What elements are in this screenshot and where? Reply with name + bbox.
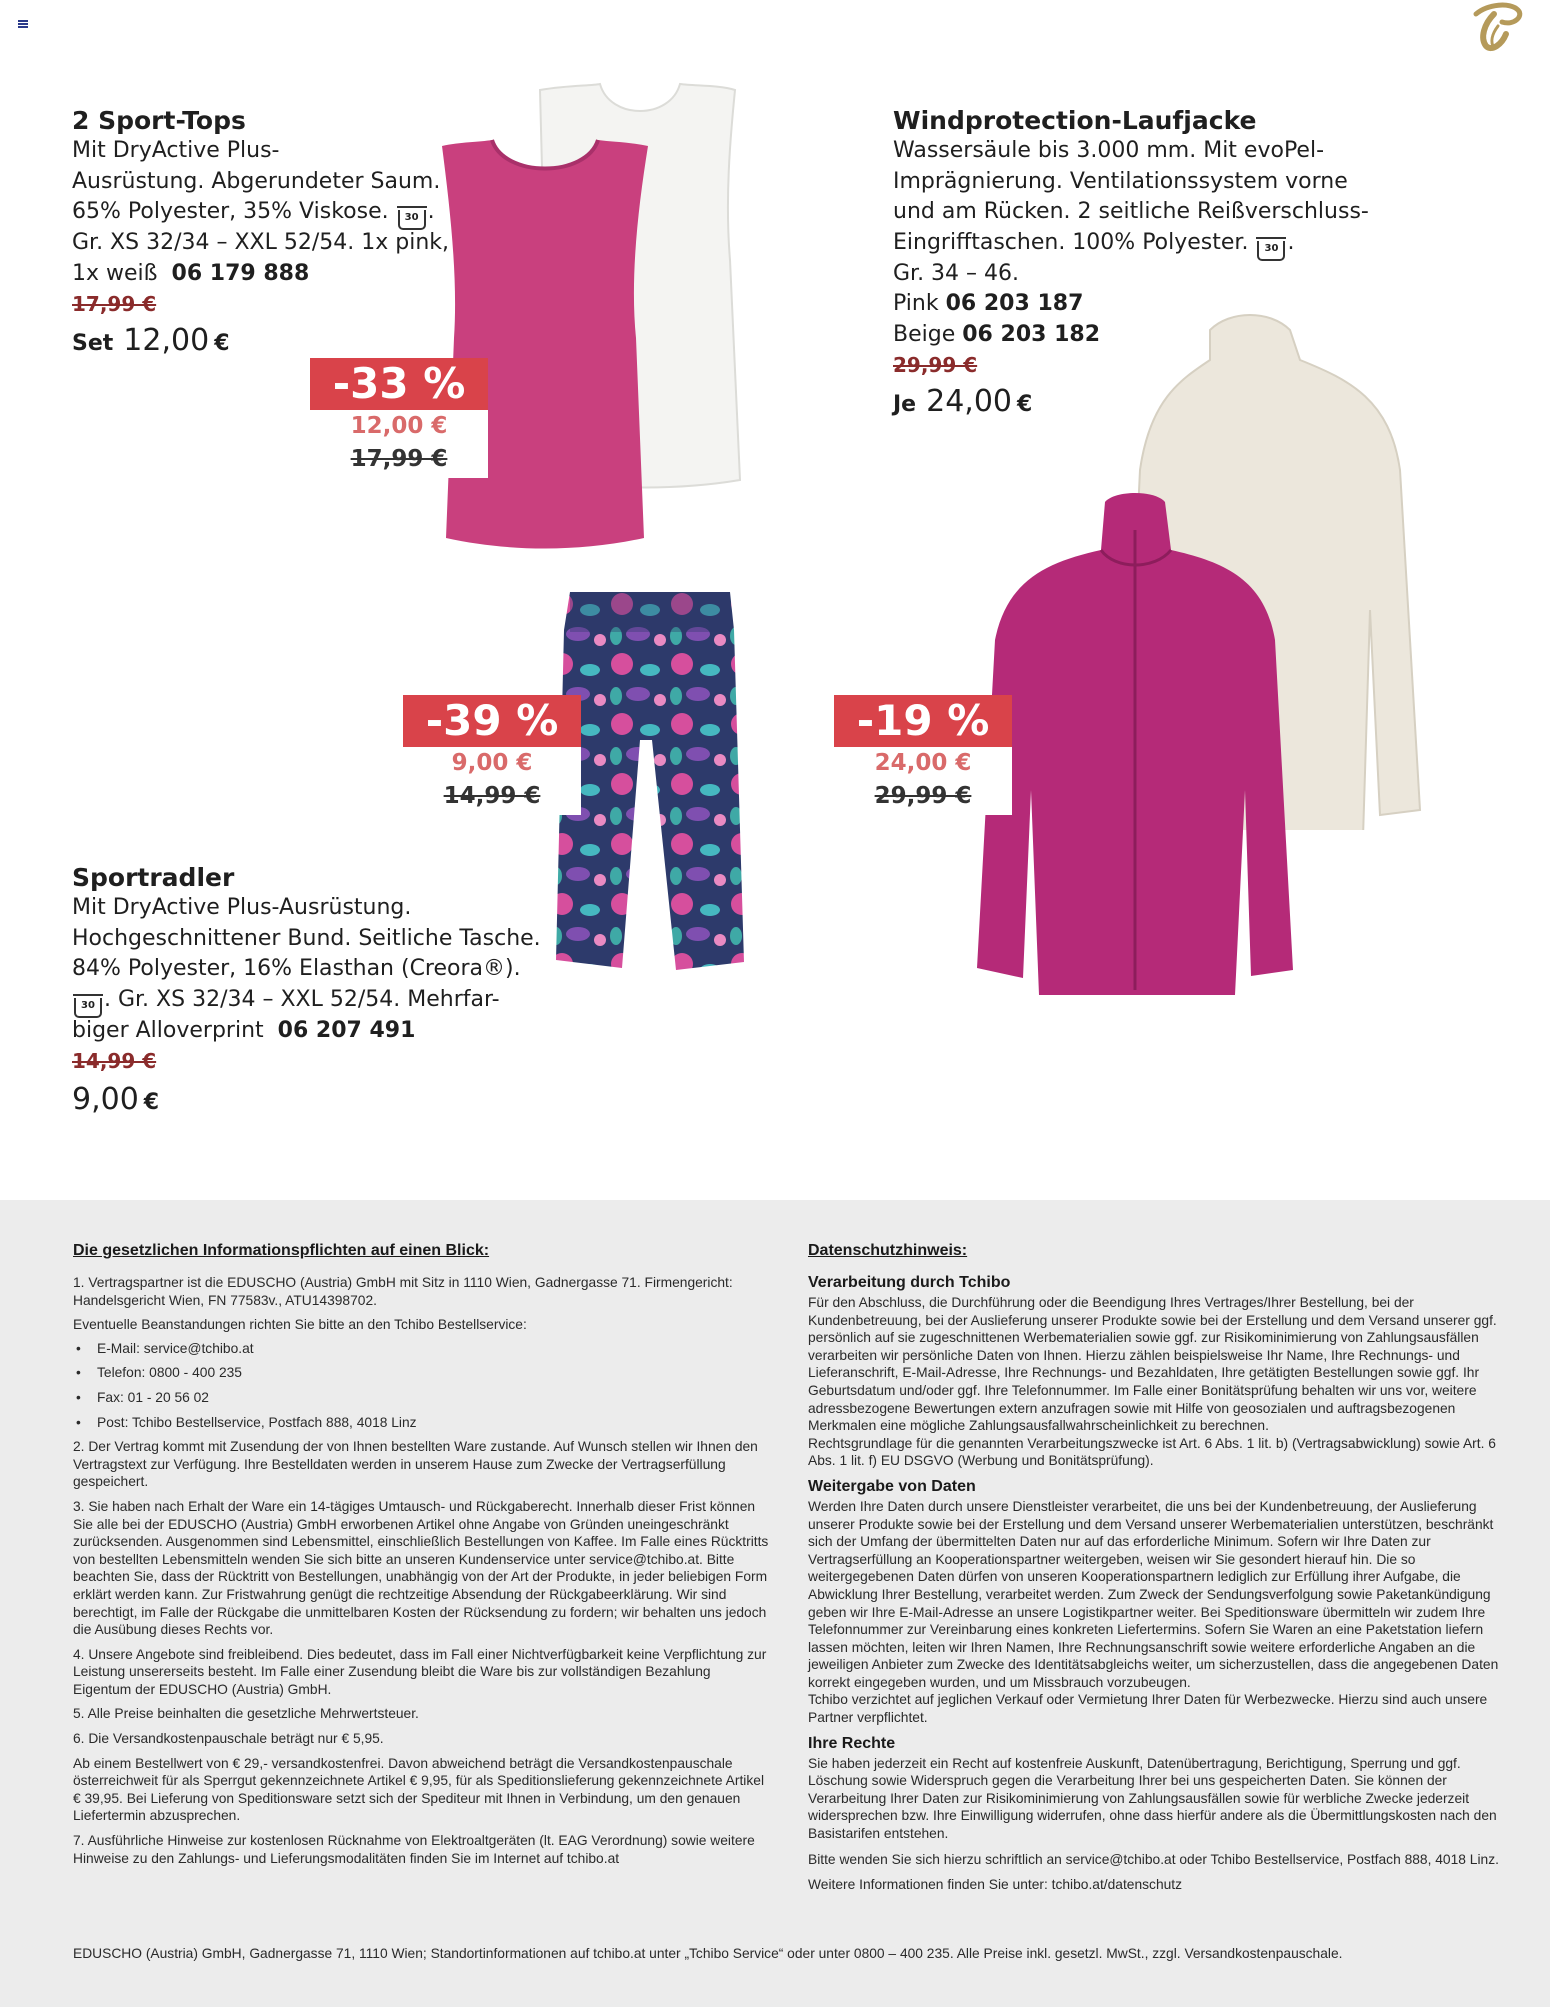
privacy-paragraph: Sie haben jederzeit ein Recht auf kostenfreie Auskunft, Datenübertragung, Berichtigung, Sperrung und ggf. Löschung sowie Widerspruch gegen die Verarbeitung Ihrer bei uns gespeicherten Daten. Sie können der Verarbeitung Ihrer Daten zur Risikominimierung von Zahlungsausfällen sowie für werbliche Zwecke jederzeit widersprechen bzw. Ihre Einwilligung widerrufen, ohne dass hierfür andere als die Übermittlungskosten nach den Basistarifen entstehen. — [808, 1755, 1497, 1842]
contact-fax: • Fax: 01 - 20 56 02 — [73, 1389, 770, 1407]
product-desc-line: Gr. 34 – 46. — [893, 260, 1020, 286]
wash-30-icon: 30 — [74, 998, 102, 1018]
tchibo-logo-icon[interactable] — [1466, 0, 1526, 56]
badge-new-price: 12,00 € — [350, 413, 448, 439]
legal-paragraph: 1. Vertragspartner ist die EDUSCHO (Austria) GmbH mit Sitz in 1110 Wien, Gadnergasse 71. Firmengericht: Handelsgericht Wien, FN 77583v., ATU14398702. — [73, 1275, 733, 1308]
discount-badge — [834, 695, 1012, 815]
legal-paragraph: 3. Sie haben nach Erhalt der Ware ein 14-tägiges Umtausch- und Rückgaberecht. Innerhalb dieser Frist können Sie alle bei der EDUSCHO (Austria) GmbH erworbenen Artikel ohne Angabe von Gründen uneingeschränkt zurücksenden. Ausgenommen sind Lebensmittel, einschließlich Bestellungen von Kaffee. Im Falle eines Rücktritts von bestellten Lebensmitteln wenden Sie sich bitte an unseren Kundenservice unter service@tchibo.at. Bitte beachten Sie, dass der Rücktritt von Bestellungen, unabhängig von der Art der Produkte, in jeder beliebigen Form erklärt werden kann. Zur Fristwahrung genügt die rechtzeitige Absendung der Rückgabeerklärung. Wir sind berechtigt, im Falle der Rückgabe die unmittelbaren Kosten der Rücksendung zu fordern; wir behalten uns jedoch die Ausübung dieses Rechts vor. — [73, 1498, 769, 1638]
product-desc-line: . Gr. XS 32/34 – XXL 52/54. Mehrfar- — [104, 986, 500, 1012]
product-desc-line: Wassersäule bis 3.000 mm. Mit evoPel- — [893, 138, 1325, 163]
jacket-info: Windprotection-Laufjacke Wassersäule bis 3.000 mm. Mit evoPel- Imprägnierung. Ventilationssystem vorne und am Rücken. 2 seitliche Reißverschluss- Eingrifftaschen. 100% Polyester. 30 . Gr. 34 – 46. Pink 06 203 187 Beige 06 203 182 29,99 € Je 24,00 € — [893, 105, 1369, 425]
product-title: Sportradler — [72, 863, 235, 892]
discount-percent: -39 % — [403, 695, 581, 747]
product-desc-line: Eingrifftaschen. 100% Polyester. — [893, 229, 1249, 255]
old-price: 17,99 € — [72, 292, 157, 316]
product-desc-line: 65% Polyester, 35% Viskose. — [72, 199, 389, 224]
contact-email[interactable]: • E-Mail: service@tchibo.at — [73, 1340, 770, 1358]
legal-footer — [0, 1200, 1550, 2007]
old-price: 29,99 € — [893, 353, 978, 377]
legal-paragraph: 5. Alle Preise beinhalten die gesetzliche Mehrwertsteuer. — [73, 1706, 419, 1722]
badge-old-price: 14,99 € — [443, 783, 541, 809]
product-desc-line: 84% Polyester, 16% Elasthan (Creora®). — [72, 956, 521, 981]
wash-30-icon: 30 — [1257, 241, 1285, 261]
legal-paragraph: 7. Ausführliche Hinweise zur kostenlosen Rücknahme von Elektroaltgeräten (lt. EAG Verordnung) sowie weitere Hinweise zu den Zahlungs- und Lieferungsmodalitäten finden Sie im Internet auf tchibo.at — [73, 1833, 755, 1866]
product-desc-line: Hochgeschnittener Bund. Seitliche Tasche. — [72, 925, 541, 951]
product-desc-line: Gr. XS 32/34 – XXL 52/54. 1x pink, — [72, 230, 450, 255]
article-number: 06 207 491 — [277, 1017, 416, 1043]
legal-paragraph: 4. Unsere Angebote sind freibleibend. Dies bedeutet, dass im Fall einer Nichtverfügbarkeit keine Verpflichtung zur Leistung unsererseits besteht. Im Falle einer Zusendung bleibt die Ware bis zur vollständigen Bezahlung Eigentum der EDUSCHO (Austria) GmbH. — [73, 1646, 767, 1697]
product-desc-line: 1x weiß — [72, 260, 158, 286]
price — [72, 1080, 541, 1123]
privacy-paragraph: Für den Abschluss, die Durchführung oder die Beendigung Ihres Vertrages/Ihrer Bestellung, bei der Kundenbetreuung, bei der Auslieferung unserer Produkte sowie bei der Erstellung und dem Versand unserer ggf. persönlich auf sie zugeschnittenen Werbematerialien sowie ggf. zur Risikominimierung von Zahlungsausfällen verarbeiten wir persönliche Daten von Ihnen. Hierzu zählen beispielsweise Ihr Name, Ihre Rechnungs- und Lieferanschrift, E-Mail-Adresse, Ihre Rechnungs- und Bezahldaten, Ihre getätigten Bestellungen sowie ggf. Ihr Geburtsdatum und/oder ggf. Ihre Telefonnummer. Im Falle einer Bonitätsprüfung behalten wir uns vor, weitere adressbezogene Bewertungen extern anzufragen sowie mit Hilfe von geosozialen und auftragsbezogenen Merkmalen eine mögliche Zahlungsausfallwahrscheinlichkeit zu berechnen. — [808, 1295, 1497, 1434]
sportradler-info — [72, 862, 541, 1123]
variant-label: Beige — [893, 321, 956, 347]
badge-new-price: 24,00 € — [874, 750, 972, 776]
price-currency: € — [143, 1090, 160, 1115]
menu-icon[interactable] — [18, 20, 28, 28]
sport-tops-info: 2 Sport-Tops Mit DryActive Plus- Ausrüstung. Abgerundeter Saum. 65% Polyester, 35% Viskose. 30 . Gr. XS 32/34 – XXL 52/54. 1x pink, 1x weiß 06 179 888 17,99 € Set 12,00 € — [72, 105, 449, 364]
discount-percent: -33 % — [310, 358, 488, 410]
contact-post: • Post: Tchibo Bestellservice, Postfach 888, 4018 Linz — [73, 1414, 770, 1432]
privacy-subheading: Ihre Rechte — [808, 1734, 896, 1752]
article-number: 06 203 182 — [962, 321, 1101, 347]
price-currency: € — [214, 331, 230, 356]
product-title: 2 Sport-Tops — [72, 106, 246, 135]
price-currency: € — [1017, 392, 1033, 417]
privacy-paragraph: Rechtsgrundlage für die genannten Verarbeitungszwecke ist Art. 6 Abs. 1 lit. b) (Vertragsabwicklung) sowie Art. 6 Abs. 1 lit. f) EU DSGVO (Werbung und Bonitätsprüfung). — [808, 1435, 1496, 1469]
privacy-paragraph: Tchibo verzichtet auf jeglichen Verkauf oder Vermietung Ihrer Daten für Werbezwecke. Hierzu sind auch unsere Partner verpflichtet. — [808, 1692, 1488, 1726]
badge-old-price: 17,99 € — [350, 446, 448, 472]
badge-old-price: 29,99 € — [874, 783, 972, 809]
legal-column — [73, 1242, 770, 1867]
contact-phone: • Telefon: 0800 - 400 235 — [73, 1364, 770, 1382]
legal-paragraph: 6. Die Versandkostenpauschale beträgt nur € 5,95. — [73, 1731, 384, 1747]
price-prefix: Set — [72, 331, 114, 356]
article-number: 06 179 888 — [171, 260, 310, 286]
variant-label: Pink — [893, 291, 939, 316]
price-value: 12,00 — [123, 323, 210, 358]
privacy-column — [808, 1242, 1505, 1894]
price-value: 9,00 — [72, 1082, 139, 1117]
legal-paragraph: 2. Der Vertrag kommt mit Zusendung der von Ihnen bestellten Ware zustande. Auf Wunsch stellen wir Ihnen den Vertragstext zur Verfügung. Ihre Bestelldaten werden in unserem Hause zum Zwecke der Vertragserfüllung gespeichert. — [73, 1439, 758, 1490]
wash-30-icon: 30 — [398, 210, 426, 230]
discount-badge — [310, 358, 488, 478]
price-prefix: Je — [893, 392, 917, 417]
article-number: 06 203 187 — [945, 291, 1084, 316]
product-title: Windprotection-Laufjacke — [893, 106, 1257, 135]
pink-tank-top-image — [430, 138, 660, 553]
product-desc-line: biger Alloverprint — [72, 1017, 264, 1043]
privacy-more-link[interactable]: Weitere Informationen finden Sie unter: tchibo.at/datenschutz — [808, 1877, 1183, 1893]
legal-paragraph: Ab einem Bestellwert von € 29,- versandkostenfrei. Davon abweichend beträgt die Versandkostenpauschale österreichweit für als Sperrgut gekennzeichnete Artikel € 9,95, für als Speditionslieferung gekennzeichnete Artikel € 39,95. Bei Lieferung von Speditionsware setzt sich der Spediteur mit Ihnen in Verbindung, um den genauen Liefertermin abzusprechen. — [73, 1755, 765, 1824]
old-price: 14,99 € — [72, 1049, 157, 1073]
badge-new-price: 9,00 € — [451, 750, 533, 776]
product-desc-line: Imprägnierung. Ventilationssystem vorne — [893, 168, 1348, 194]
discount-badge — [403, 695, 581, 815]
footer-line: EDUSCHO (Austria) GmbH, Gadnergasse 71, 1110 Wien; Standortinformationen auf tchibo.at unter „Tchibo Service“ oder unter 0800 – 400 235. Alle Preise inkl. gesetzl. MwSt., zzgl. Versandkostenpauschale. — [73, 1946, 1343, 1961]
privacy-subheading: Weitergabe von Daten — [808, 1477, 976, 1495]
privacy-contact: Bitte wenden Sie sich hierzu schriftlich an service@tchibo.at oder Tchibo Bestellservice, Postfach 888, 4018 Linz. — [808, 1851, 1499, 1867]
product-desc-line: und am Rücken. 2 seitliche Reißverschluss- — [893, 199, 1369, 224]
price-value: 24,00 — [926, 384, 1012, 419]
privacy-heading: Datenschutzhinweis: — [808, 1242, 968, 1259]
product-desc-line: Mit DryActive Plus- — [72, 138, 280, 163]
privacy-subheading: Verarbeitung durch Tchibo — [808, 1274, 1011, 1291]
product-desc-line: Mit DryActive Plus-Ausrüstung. — [72, 895, 412, 920]
privacy-paragraph: Werden Ihre Daten durch unsere Dienstleister verarbeitet, die uns bei der Kundenbetreuung, der Auslieferung unserer Produkte sowie bei der Erstellung und dem Versand unserer Werbematerialien unterstützen, beschränkt sich der Umfang der übermittelten Daten nur auf das erforderliche Minimum. Sofern wir Ihre Daten zur Vertragserfüllung an Kooperationspartner weitergeben, weisen wir Sie gesondert hierauf hin. Die so weitergegebenen Daten dürfen von unseren Kooperationspartnern lediglich zur Erfüllung ihrer Aufgabe, die Abwicklung Ihrer Bestellung, verarbeitet werden. Zum Zweck der Sendungsverfolgung sowie Paketankündigung geben wir Ihre E-Mail-Adresse an unsere Logistikpartner weiter. Bei Speditionsware übermitteln wir zudem Ihre Telefonnummer zur Vereinbarung eines konkreten Liefertermins. Sofern Sie Waren an eine Paketstation liefern lassen möchten, leiten wir Ihren Namen, Ihre Rechnungsanschrift sowie weitere erforderliche Angaben an die jeweiligen Anbieter zum Zwecke des Identitätsabgleichs weiter, um sicherzustellen, dass die angegebenen Daten korrekt eingegeben wurden, und um Missbrauch vorzubeugen. — [808, 1498, 1499, 1690]
price — [893, 382, 1369, 425]
legal-paragraph: Eventuelle Beanstandungen richten Sie bitte an den Tchibo Bestellservice: — [73, 1317, 527, 1333]
product-desc-line: Ausrüstung. Abgerundeter Saum. — [72, 168, 441, 194]
legal-heading: Die gesetzlichen Informationspflichten auf einen Blick: — [73, 1242, 490, 1259]
discount-percent: -19 % — [834, 695, 1012, 747]
